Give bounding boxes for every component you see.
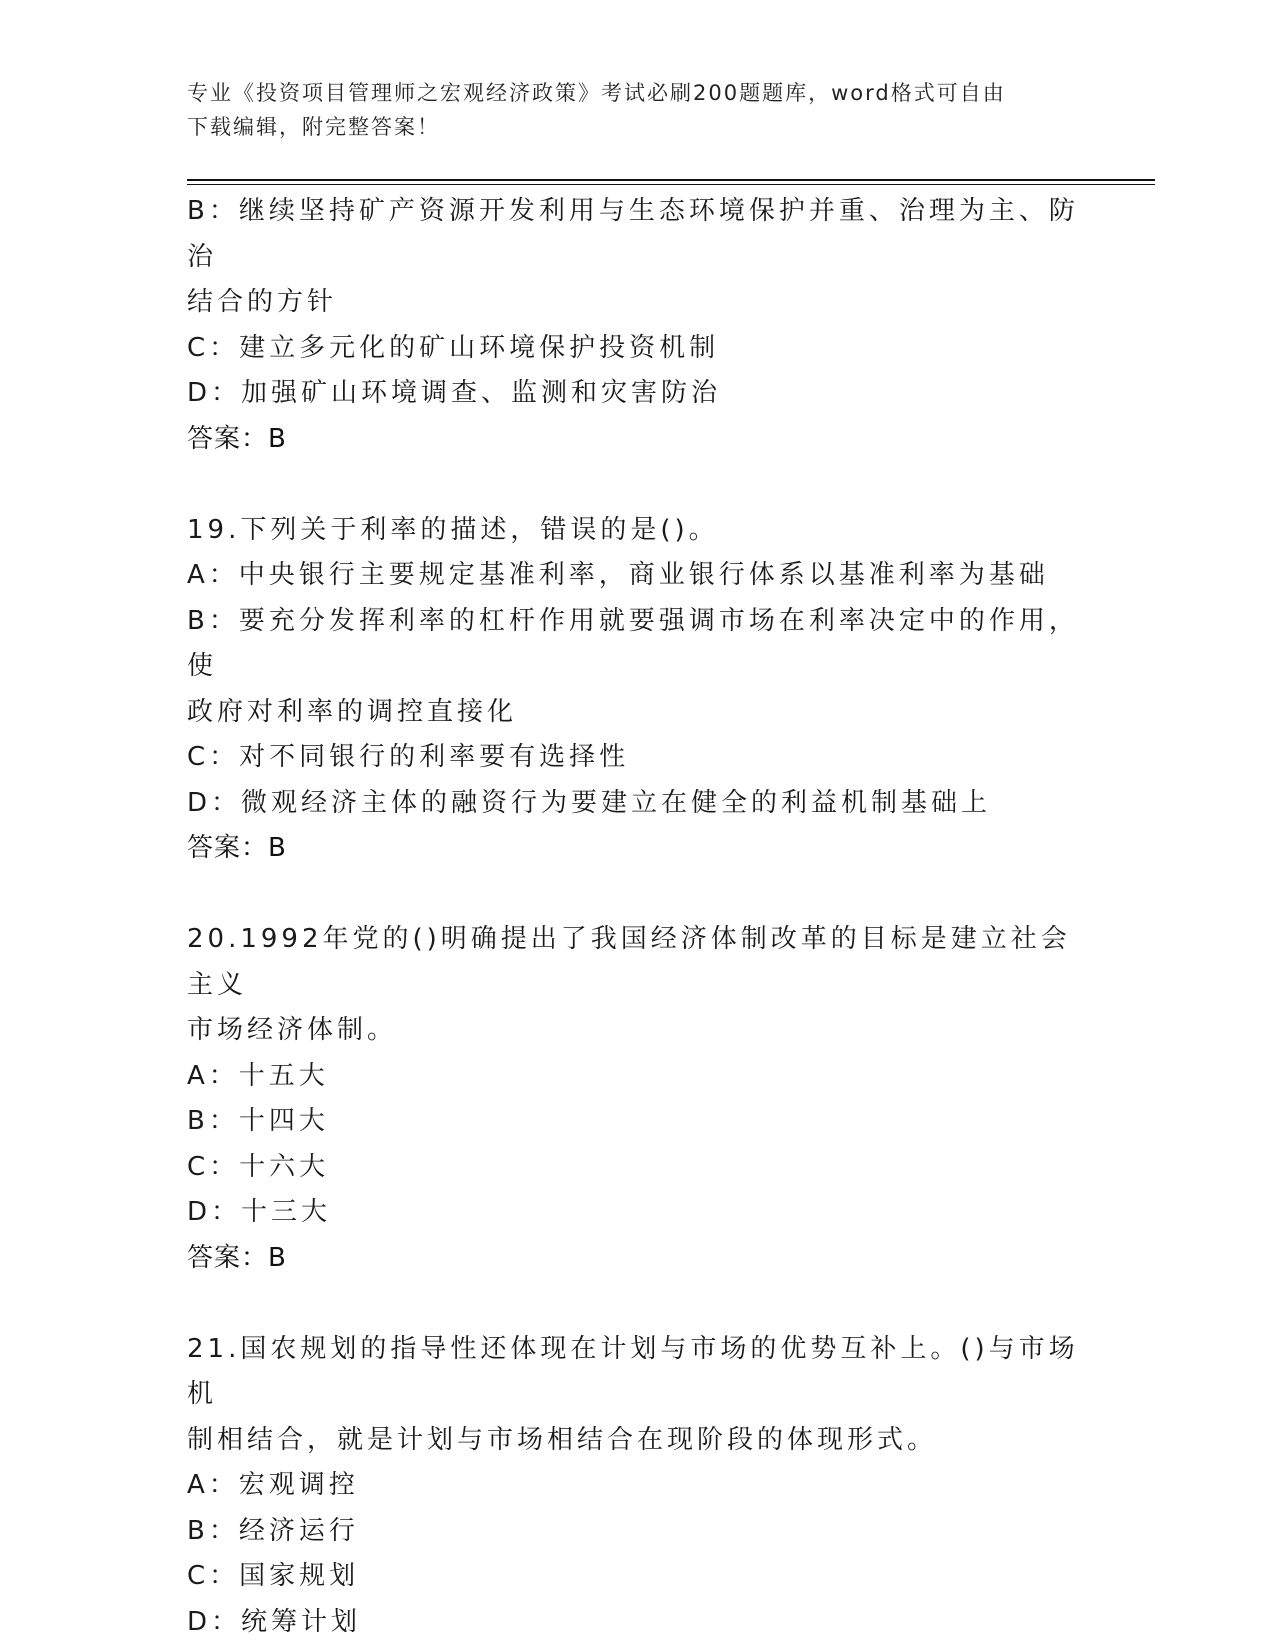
q20-option-a: A：十五大 — [187, 1060, 329, 1091]
q19-option-c: C：对不同银行的利率要有选择性 — [187, 742, 630, 772]
document-header — [187, 76, 1067, 144]
q20-option-b: B：十四大 — [187, 1106, 329, 1136]
document-body — [187, 189, 1087, 1645]
question-21 — [187, 1327, 1087, 1646]
question-18 — [187, 189, 1087, 462]
header-rule-thin — [187, 184, 1155, 185]
q18-option-b-line-2: 结合的方针 — [187, 287, 338, 317]
q18-option-b-line-1: B：继续坚持矿产资源开发利用与生态环境保护并重、治理为主、防治 — [187, 196, 1079, 272]
question-19 — [187, 508, 1087, 872]
q20-question-line-2: 市场经济体制。 — [187, 1015, 398, 1045]
spacer — [187, 462, 1087, 508]
spacer — [187, 872, 1087, 918]
q21-option-b: B：经济运行 — [187, 1515, 359, 1546]
header-rule-thick — [187, 179, 1155, 181]
q21-option-d: D：统筹计划 — [187, 1606, 362, 1637]
q18-option-c: C：建立多元化的矿山环境保护投资机制 — [187, 332, 720, 363]
q21-question-line-2: 制相结合，就是计划与市场相结合在现阶段的体现形式。 — [187, 1424, 938, 1455]
header-line-2: 下载编辑，附完整答案！ — [187, 115, 440, 139]
q18-answer: 答案：B — [187, 423, 287, 454]
q19-answer: 答案：B — [187, 833, 287, 863]
q19-option-d: D：微观经济主体的融资行为要建立在健全的利益机制基础上 — [187, 787, 992, 818]
q19-question: 19.下列关于利率的描述，错误的是()。 — [187, 514, 719, 545]
q20-option-c: C：十六大 — [187, 1151, 330, 1182]
q20-question-line-1: 20.1992年党的()明确提出了我国经济体制改革的目标是建立社会主义 — [187, 924, 1071, 1000]
q21-question-line-1: 21.国农规划的指导性还体现在计划与市场的优势互补上。()与市场机 — [187, 1333, 1079, 1409]
q20-option-d: D：十三大 — [187, 1197, 332, 1227]
question-20 — [187, 917, 1087, 1281]
q20-answer: 答案：B — [187, 1242, 287, 1273]
q18-option-d: D：加强矿山环境调查、监测和灾害防治 — [187, 378, 722, 408]
q19-option-a: A：中央银行主要规定基准利率，商业银行体系以基准利率为基础 — [187, 560, 1049, 590]
header-line-1: 专业《投资项目管理师之宏观经济政策》考试必刷200题题库，word格式可自由 — [187, 81, 1006, 105]
q19-option-b-line-2: 政府对利率的调控直接化 — [187, 696, 518, 727]
q19-option-b-line-1: B：要充分发挥利率的杠杆作用就要强调市场在利率决定中的作用，使 — [187, 605, 1079, 681]
spacer — [187, 1281, 1087, 1327]
q21-option-c: C：国家规划 — [187, 1561, 360, 1591]
q21-option-a: A：宏观调控 — [187, 1470, 359, 1500]
